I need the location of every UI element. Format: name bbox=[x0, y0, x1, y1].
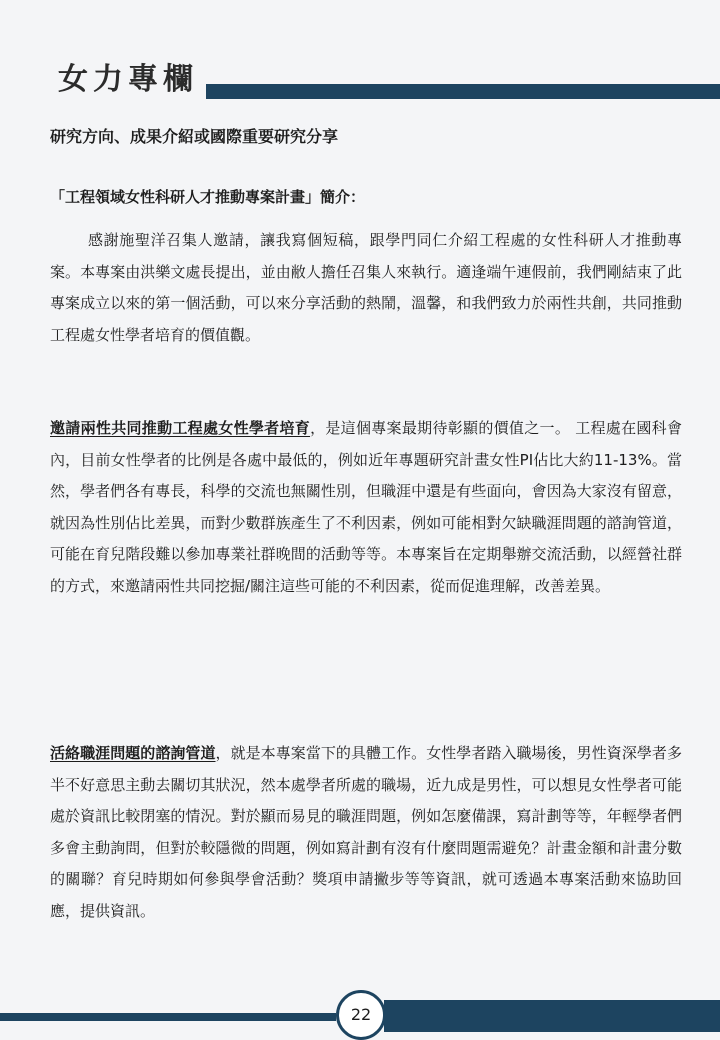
column-title: 女力專欄 bbox=[58, 62, 198, 97]
footer-bar-right bbox=[384, 1000, 720, 1032]
paragraph-value bbox=[50, 413, 682, 602]
paragraph-consulting-emphasis: 活絡職涯問題的諮詢管道 bbox=[50, 744, 216, 762]
project-heading: 「工程領域女性科研人才推動專案計畫」簡介： bbox=[50, 188, 366, 206]
paragraph-value-text: ，是這個專案最期待彰顯的價值之一。 工程處在國科會內，目前女性學者的比例是各處中最低的，例如近年專題研究計畫女性PI佔比大約11-13%。當然，學者們各有專長，科學的交流也無關性別，但職涯中還是有些面向，會因為大家沒有留意，就因為性別佔比差異，而對少數群族產生了不利因素，例如可能相對欠缺職涯問題的諮詢管道，可能在育兒階段難以參加專業社群晚間的活動等等。本專案旨在定期舉辦交流活動，以經營社群的方式，來邀請兩性共同挖掘/關注這些可能的不利因素，從而促進理解，改善差異。 bbox=[50, 419, 682, 595]
paragraph-value-emphasis: 邀請兩性共同推動工程處女性學者培育 bbox=[50, 419, 311, 437]
paragraph-intro-text: 感謝施聖洋召集人邀請，讓我寫個短稿，跟學門同仁介紹工程處的女性科研人才推動專案。本專案由洪樂文處長提出，並由敝人擔任召集人來執行。適逢端午連假前，我們剛結束了此專案成立以來的第一個活動，可以來分享活動的熱鬧，溫馨，和我們致力於兩性共創，共同推動工程處女性學者培育的價值觀。 bbox=[50, 231, 682, 344]
paragraph-intro bbox=[50, 225, 682, 351]
paragraph-consulting-text: ，就是本專案當下的具體工作。女性學者踏入職場後，男性資深學者多半不好意思主動去關切其狀況，然本處學者所處的職場，近九成是男性，可以想見女性學者可能處於資訊比較閉塞的情況。對於顯而易見的職涯問題，例如怎麼備課，寫計劃等等，年輕學者們多會主動詢問，但對於較隱微的問題，例如寫計劃有沒有什麼問題需避免？計畫金額和計畫分數的關聯？育兒時期如何參與學會活動？獎項申請撇步等等資訊，就可透過本專案活動來協助回應，提供資訊。 bbox=[50, 744, 682, 920]
header-accent-bar bbox=[206, 84, 720, 99]
section-subtitle: 研究方向、成果介紹或國際重要研究分享 bbox=[50, 127, 339, 146]
page-number: 22 bbox=[336, 990, 386, 1040]
footer-bar-left bbox=[0, 1013, 336, 1021]
paragraph-consulting bbox=[50, 738, 682, 927]
